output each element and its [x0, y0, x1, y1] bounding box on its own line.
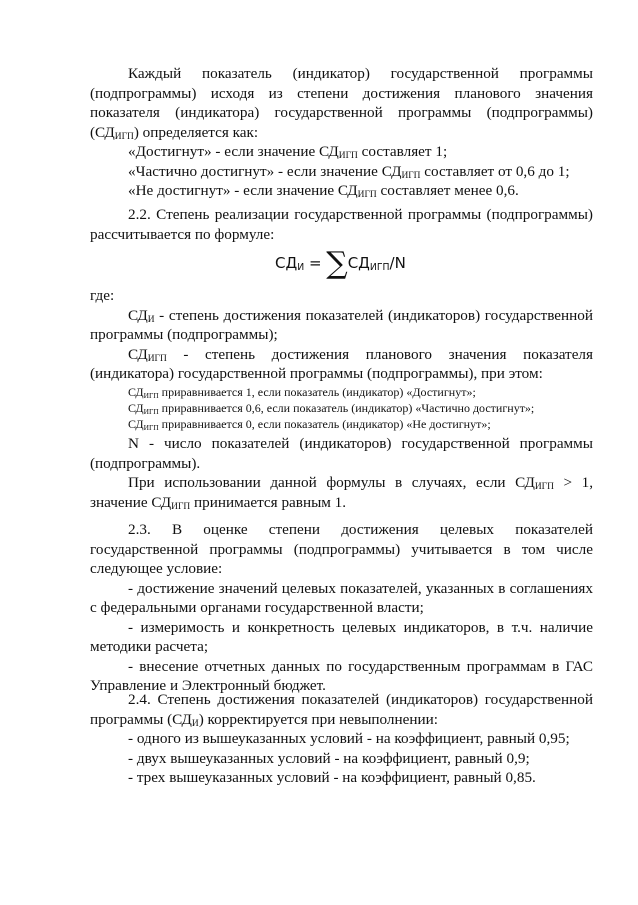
- subscript: ИГП: [147, 353, 167, 364]
- text: 2.4. Степень достижения показателей (индикаторов) государственной программы (СД: [90, 691, 593, 728]
- formula-divisor: /N: [389, 254, 406, 272]
- text: приравнивается 0, если показатель (индикатор) «Не достигнут»;: [158, 416, 491, 431]
- subscript: И: [147, 314, 155, 325]
- n-definition: [90, 434, 593, 512]
- coefficient-item: - трех вышеуказанных условий - на коэффициент, равный 0,85.: [128, 769, 536, 786]
- formula: [275, 246, 435, 284]
- text: составляет от 0,6 до 1;: [420, 162, 570, 180]
- subscript: ИГП: [357, 190, 377, 200]
- subscript: ИГП: [143, 406, 159, 416]
- condition-item: - измеримость и конкретность целевых индикаторов, в т.ч. наличие методики расчета;: [90, 618, 593, 655]
- text: ) корректируется при невыполнении:: [198, 710, 438, 728]
- formula-rhs: СД: [347, 254, 370, 272]
- text: СД: [128, 416, 144, 431]
- text: СД: [128, 345, 148, 363]
- subscript: ИГП: [401, 170, 421, 181]
- coefficient-item: - двух вышеуказанных условий - на коэффициент, равный 0,9;: [128, 749, 530, 767]
- text: СД: [128, 384, 144, 399]
- subscript: И: [297, 262, 305, 273]
- formula-lhs: СД: [275, 254, 298, 272]
- section-2-2: [90, 205, 593, 244]
- text: «Частично достигнут» - если значение СД: [128, 162, 402, 180]
- subscript: ИГП: [171, 501, 191, 512]
- sdigp-value-0: [128, 416, 593, 432]
- text: «Не достигнут» - если значение СД: [128, 182, 358, 199]
- text: приравнивается 1, если показатель (индикатор) «Достигнут»;: [158, 384, 476, 399]
- sdigp-value-06: [128, 400, 593, 416]
- subscript: ИГП: [143, 390, 159, 400]
- condition-item: - внесение отчетных данных по государственным программам в ГАС Управление и Электронный бюджет.: [90, 657, 593, 694]
- paragraph-1-text: [90, 64, 593, 142]
- where-label: где:: [90, 287, 115, 304]
- status-not-achieved: [90, 181, 593, 201]
- text: - степень достижения показателей (индикаторов) государственной программы (подпрограммы);: [90, 306, 593, 343]
- text: При использовании данной формулы в случаях, если СД: [128, 474, 535, 491]
- definitions: [90, 286, 593, 432]
- subscript: ИГП: [338, 151, 358, 161]
- section-2-2-text: 2.2. Степень реализации государственной программы (подпрограммы) рассчитывается по формуле:: [90, 206, 593, 243]
- text: СД: [128, 400, 144, 415]
- definition-sdigp: [90, 345, 593, 384]
- text: - степень достижения планового значения показателя (индикатора) государственной программы (подпрограммы), при этом:: [90, 345, 593, 382]
- definition-sdi: [90, 306, 593, 345]
- text: принимается равным 1.: [190, 493, 347, 511]
- subscript: И: [191, 718, 199, 729]
- n-definition-text: N - число показателей (индикаторов) государственной программы (подпрограммы).: [90, 435, 593, 472]
- status-partial: [90, 162, 593, 182]
- text: «Достигнут» - если значение СД: [128, 143, 339, 160]
- subscript: ИГП: [143, 422, 159, 432]
- text: приравнивается 0,6, если показатель (индикатор) «Частично достигнут»;: [158, 400, 535, 415]
- text: > 1, значение СД: [90, 474, 593, 511]
- status-achieved: [90, 142, 593, 162]
- subscript: ИГП: [534, 482, 554, 492]
- document-page: [90, 0, 593, 905]
- formula-usage-note: [90, 473, 593, 512]
- section-2-4-text: [90, 690, 593, 729]
- subscript: ИГП: [114, 131, 134, 142]
- sdigp-values: [90, 384, 593, 432]
- text: Каждый показатель (индикатор) государственной программы (подпрограммы) исходя из степени достижения планового значения показателя (индикатора) государственной программы (подпрограммы) (СД: [90, 65, 593, 141]
- subscript: ИГП: [369, 262, 390, 273]
- equals: =: [304, 254, 327, 272]
- sdigp-value-1: [128, 384, 593, 400]
- section-2-4: [90, 690, 593, 788]
- text: составляет менее 0,6.: [376, 182, 519, 199]
- sigma-symbol: ∑: [326, 246, 348, 281]
- paragraph-1: [90, 64, 593, 201]
- section-2-3-text: 2.3. В оценке степени достижения целевых показателей государственной программы (подпрограммы) учитывается в том числе следующее условие:: [90, 521, 593, 577]
- condition-item: - достижение значений целевых показателей, указанных в соглашениях с федеральными органами государственной власти;: [90, 579, 593, 616]
- text: СД: [128, 306, 148, 324]
- section-2-3: [90, 520, 593, 696]
- coefficient-item: - одного из вышеуказанных условий - на коэффициент, равный 0,95;: [128, 730, 570, 747]
- text: ) определяется как:: [133, 123, 259, 141]
- text: составляет 1;: [357, 143, 448, 160]
